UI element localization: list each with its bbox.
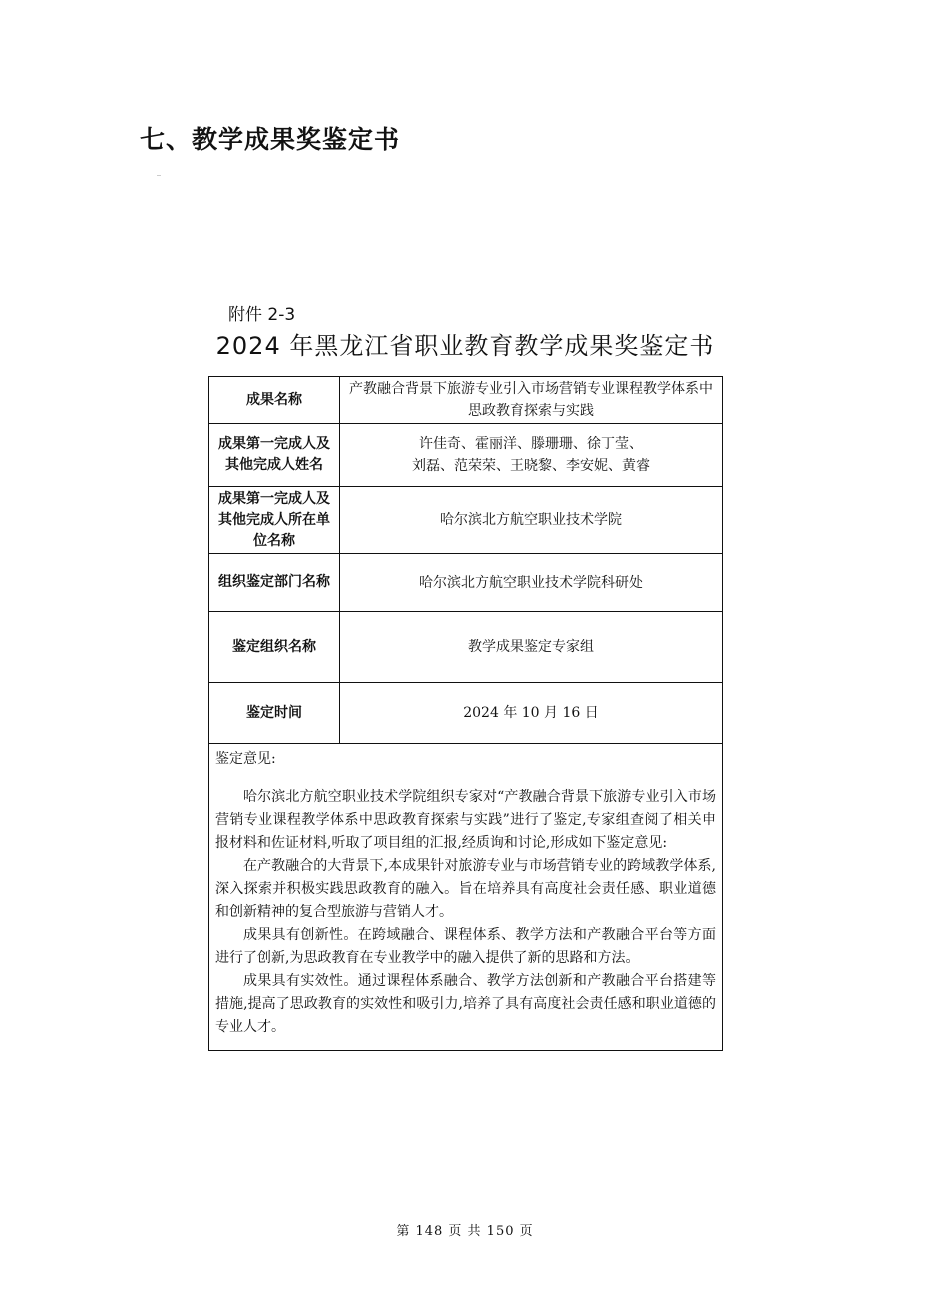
opinion-paragraph: 成果具有创新性。在跨域融合、课程体系、教学方法和产教融合平台等方面进行了创新,为思政教育在专业教学中的融入提供了新的思路和方法。	[215, 927, 716, 966]
label-persons: 成果第一完成人及其他完成人姓名	[209, 424, 340, 487]
document-title: 2024 年黑龙江省职业教育教学成果奖鉴定书	[215, 332, 715, 360]
value-unit: 哈尔滨北方航空职业技术学院	[340, 487, 723, 554]
attachment-label: 附件 2-3	[228, 305, 296, 325]
persons-line-1: 许佳奇、霍丽洋、滕珊珊、徐丁莹、	[419, 436, 643, 452]
table-row-appraisal-time	[209, 683, 723, 744]
value-appraisal-org: 教学成果鉴定专家组	[340, 612, 723, 683]
label-achievement-name: 成果名称	[209, 377, 340, 424]
value-achievement-name: 产教融合背景下旅游专业引入市场营销专业课程教学体系中思政教育探索与实践	[340, 377, 723, 424]
value-appraisal-time: 2024 年 10 月 16 日	[340, 683, 723, 744]
opinion-paragraph: 成果具有实效性。通过课程体系融合、教学方法创新和产教融合平台搭建等措施,提高了思政教育的实效性和吸引力,培养了具有高度社会责任感和职业道德的专业人才。	[215, 973, 716, 1035]
persons-line-2: 刘磊、范荣荣、王晓黎、李安妮、黄睿	[412, 458, 650, 474]
table-row-achievement-name	[209, 377, 723, 424]
label-organizing-dept: 组织鉴定部门名称	[209, 554, 340, 612]
section-heading: 七、教学成果奖鉴定书	[140, 125, 401, 154]
label-appraisal-org: 鉴定组织名称	[209, 612, 340, 683]
appraisal-table	[208, 376, 723, 1051]
value-organizing-dept: 哈尔滨北方航空职业技术学院科研处	[340, 554, 723, 612]
opinion-paragraph: 哈尔滨北方航空职业技术学院组织专家对“产教融合背景下旅游专业引入市场营销专业课程教学体系中思政教育探索与实践”进行了鉴定,专家组查阅了相关申报材料和佐证材料,听取了项目组的汇报,经质询和讨论,形成如下鉴定意见:	[215, 789, 716, 851]
table-row-persons	[209, 424, 723, 487]
table-row-organizing-dept	[209, 554, 723, 612]
label-unit: 成果第一完成人及其他完成人所在单位名称	[209, 487, 340, 554]
table-row-unit	[209, 487, 723, 554]
page-number: 第 148 页 共 150 页	[396, 1224, 534, 1239]
value-persons	[340, 424, 723, 487]
opinion-paragraph: 在产教融合的大背景下,本成果针对旅游专业与市场营销专业的跨域教学体系,深入探索并积极实践思政教育的融入。旨在培养具有高度社会责任感、职业道德和创新精神的复合型旅游与营销人才。	[215, 858, 716, 920]
table-row-opinion	[209, 744, 723, 1051]
table-row-appraisal-org	[209, 612, 723, 683]
opinion-cell	[209, 744, 723, 1051]
scan-mark	[157, 175, 161, 176]
label-appraisal-time: 鉴定时间	[209, 683, 340, 744]
opinion-label: 鉴定意见:	[215, 751, 276, 767]
